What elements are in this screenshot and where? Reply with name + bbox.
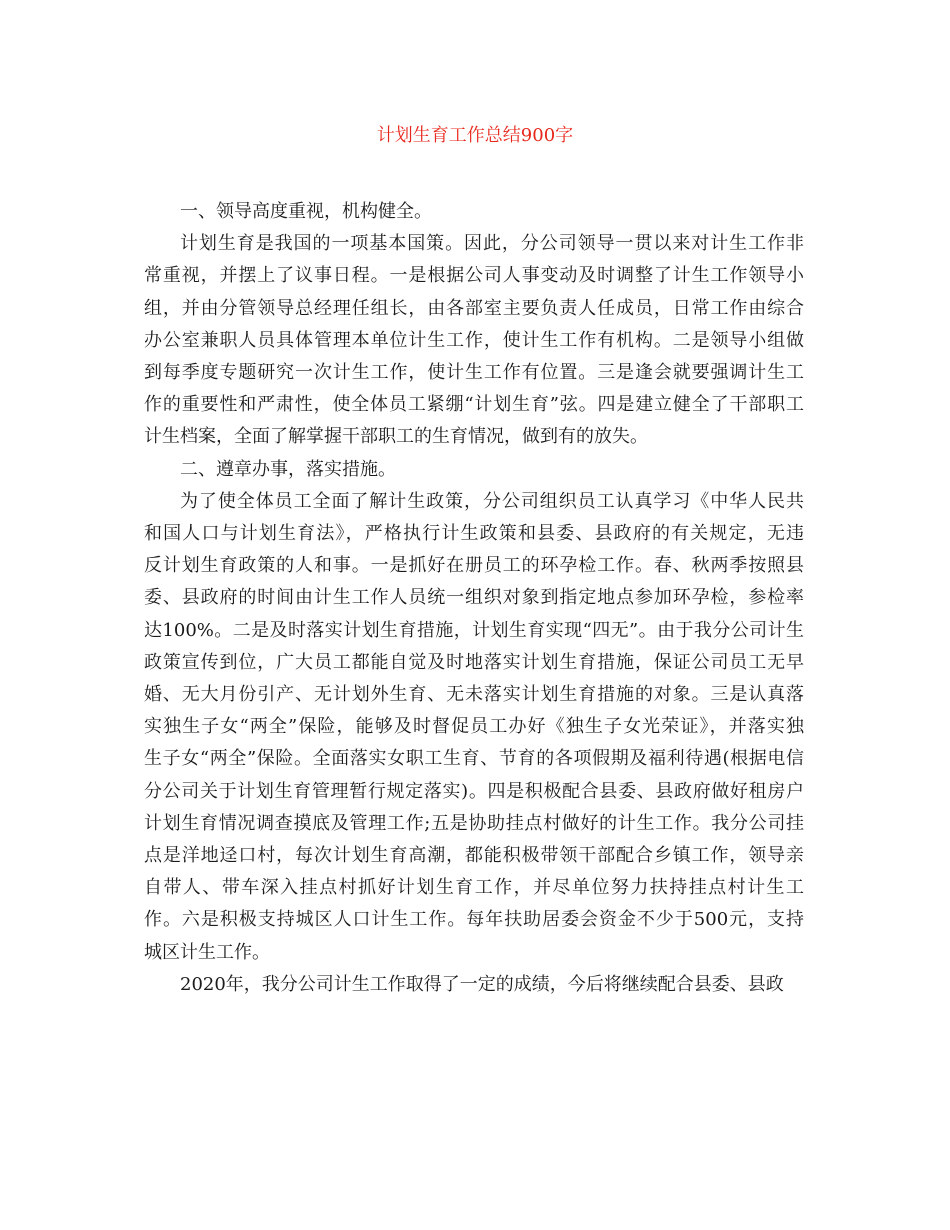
text-line: 达100%。二是及时落实计划生育措施，计划生育实现“四无”。由于我分公司计生 (144, 619, 804, 641)
paragraph (144, 454, 804, 486)
text-line: 实独生子女“两全”保险，能够及时督促员工办好《独生子女光荣证》，并落实独 (144, 716, 804, 738)
text-line: 生子女“两全”保险。全面落实女职工生育、节育的各项假期及福利待遇(根据电信 (144, 748, 804, 770)
text-line: 办公室兼职人员具体管理本单位计生工作，使计生工作有机构。二是领导小组做 (144, 329, 804, 351)
text-line: 计划生育是我国的一项基本国策。因此，分公司领导一贯以来对计生工作非 (180, 233, 804, 255)
text-line: 二、遵章办事，落实措施。 (180, 458, 396, 480)
text-line: 作。六是积极支持城区人口计生工作。每年扶助居委会资金不少于500元，支持 (144, 909, 804, 931)
text-line: 自带人、带车深入挂点村抓好计划生育工作，并尽单位努力扶持挂点村计生工 (144, 877, 804, 899)
paragraph (144, 228, 804, 453)
text-line: 城区计生工作。 (144, 941, 270, 963)
text-line: 反计划生育政策的人和事。一是抓好在册员工的环孕检工作。春、秋两季按照县 (144, 555, 804, 577)
text-line: 常重视，并摆上了议事日程。一是根据公司人事变动及时调整了计生工作领导小 (144, 265, 804, 287)
text-line: 作的重要性和严肃性，使全体员工紧绷“计划生育”弦。四是建立健全了干部职工 (144, 394, 804, 416)
document-title: 计划生育工作总结900字 (376, 125, 574, 146)
paragraph (144, 969, 804, 1001)
text-line: 计划生育情况调查摸底及管理工作;五是协助挂点村做好的计生工作。我分公司挂 (144, 812, 804, 834)
text-line: 为了使全体员工全面了解计生政策，分公司组织员工认真学习《中华人民共 (180, 490, 804, 512)
text-line: 到每季度专题研究一次计生工作，使计生工作有位置。三是逢会就要强调计生工 (144, 362, 804, 384)
text-line: 委、县政府的时间由计生工作人员统一组织对象到指定地点参加环孕检，参检率 (144, 587, 804, 609)
text-line: 分公司关于计划生育管理暂行规定落实)。四是积极配合县委、县政府做好租房户 (144, 780, 804, 802)
document-body (144, 196, 804, 1001)
text-line: 点是洋地迳口村，每次计划生育高潮，都能积极带领干部配合乡镇工作，领导亲 (144, 845, 804, 867)
text-line: 组，并由分管领导总经理任组长，由各部室主要负责人任成员，日常工作由综合 (144, 297, 804, 319)
text-line: 和国人口与计划生育法》，严格执行计生政策和县委、县政府的有关规定，无违 (144, 523, 804, 545)
text-line: 一、领导高度重视，机构健全。 (180, 201, 432, 222)
text-line: 政策宣传到位，广大员工都能自觉及时地落实计划生育措施，保证公司员工无早 (144, 651, 804, 673)
paragraph (144, 486, 804, 969)
text-line: 2020年，我分公司计生工作取得了一定的成绩，今后将继续配合县委、县政 (180, 973, 784, 995)
paragraph (144, 196, 804, 228)
text-line: 计生档案，全面了解掌握干部职工的生育情况，做到有的放失。 (144, 426, 648, 448)
text-line: 婚、无大月份引产、无计划外生育、无未落实计划生育措施的对象。三是认真落 (144, 684, 804, 706)
